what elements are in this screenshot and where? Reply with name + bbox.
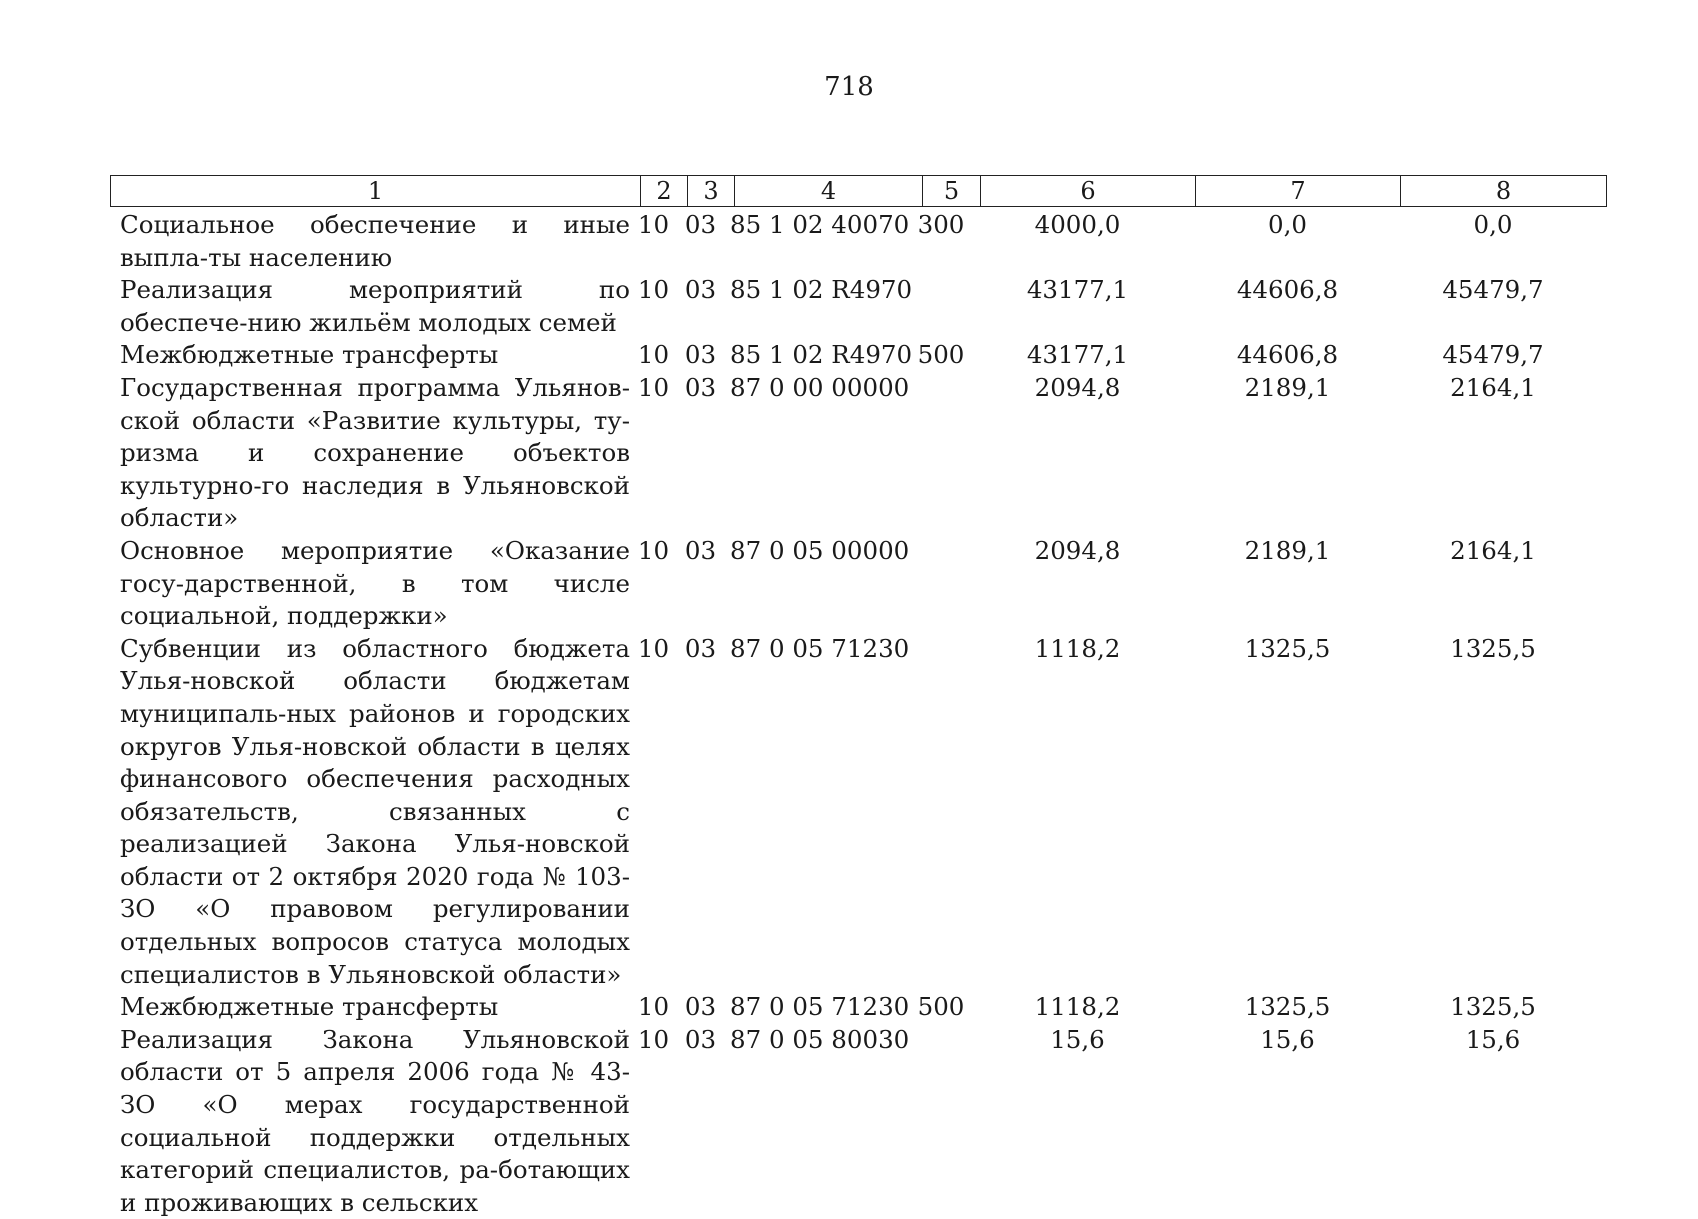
row-value-8: 2164,1 <box>1450 372 1536 402</box>
row-value-6: 1118,2 <box>1034 992 1121 1022</box>
row-section: 10 <box>637 633 670 663</box>
row-value-7: 44606,8 <box>1236 340 1339 370</box>
row-target-code: 85 1 02 40070 <box>730 210 910 239</box>
column-header-6: 6 <box>981 176 1196 207</box>
row-value-7: 2189,1 <box>1244 372 1331 402</box>
row-value-8: 45479,7 <box>1442 340 1544 370</box>
row-target-code: 87 0 00 00000 <box>730 372 910 402</box>
column-header-8: 8 <box>1401 176 1607 207</box>
row-name: Государственная программа Ульянов-ской области «Развитие культуры, ту-ризма и сохранение объектов культурно-го наследия в Ульяновской области» <box>120 372 630 533</box>
row-target-code: 85 1 02 R4970 <box>730 275 913 305</box>
row-target-code: 87 0 05 71230 <box>730 633 910 663</box>
column-header-4: 4 <box>735 176 923 207</box>
column-header-2: 2 <box>641 176 688 207</box>
column-header-1: 1 <box>111 176 641 207</box>
table-row <box>110 274 1606 339</box>
row-subsection: 03 <box>684 372 717 402</box>
row-subsection: 03 <box>684 633 717 663</box>
row-name: Субвенции из областного бюджета Улья-новской области бюджетам муниципаль-ных районов и городских округов Улья-новской области в целях финансового обеспечения расходных обязательств, связанных с реализацией Закона Улья-новской области от 2 октября 2020 года № 103-ЗО «О правовом регулировании отдельных вопросов статуса молодых специалистов в Ульяновской области» <box>120 633 630 989</box>
row-value-8: 1325,5 <box>1450 633 1536 663</box>
row-name: Реализация мероприятий по обеспече-нию жильём молодых семей <box>120 275 630 337</box>
row-section: 10 <box>637 1024 670 1054</box>
row-subsection: 03 <box>684 535 717 565</box>
row-value-6: 43177,1 <box>1026 275 1129 305</box>
row-section: 10 <box>637 275 670 305</box>
table-row <box>110 339 1606 372</box>
row-section: 10 <box>637 340 670 370</box>
row-value-6: 1118,2 <box>1034 633 1121 663</box>
row-name: Межбюджетные трансферты <box>120 992 499 1022</box>
row-target-code: 87 0 05 71230 <box>730 992 910 1022</box>
column-header-3: 3 <box>688 176 735 207</box>
table-header <box>110 175 1607 207</box>
row-name: Основное мероприятие «Оказание госу-дарственной, в том числе социальной, поддержки» <box>120 535 630 631</box>
column-header-5: 5 <box>923 176 981 207</box>
row-value-6: 2094,8 <box>1034 372 1121 402</box>
row-section: 10 <box>637 992 670 1022</box>
row-subsection: 03 <box>684 340 717 370</box>
row-name: Социальное обеспечение и иные выпла-ты населению <box>120 210 630 272</box>
row-expense-type: 500 <box>917 340 965 370</box>
table-row <box>110 209 1606 274</box>
table-row <box>110 991 1606 1024</box>
row-target-code: 87 0 05 00000 <box>730 535 910 565</box>
row-value-8: 1325,5 <box>1450 992 1536 1022</box>
row-value-6: 43177,1 <box>1026 340 1129 370</box>
table-row <box>110 1024 1606 1219</box>
row-value-6: 15,6 <box>1050 1024 1105 1054</box>
row-section: 10 <box>637 372 670 402</box>
row-section: 10 <box>637 210 670 239</box>
row-value-8: 0,0 <box>1473 210 1513 239</box>
row-value-8: 15,6 <box>1465 1024 1521 1054</box>
row-value-6: 2094,8 <box>1034 535 1121 565</box>
row-value-7: 15,6 <box>1260 1024 1315 1054</box>
column-header-7: 7 <box>1196 176 1401 207</box>
row-expense-type: 300 <box>917 210 965 239</box>
row-target-code: 85 1 02 R4970 <box>730 340 913 370</box>
row-subsection: 03 <box>684 992 717 1022</box>
table-row <box>110 535 1606 633</box>
row-name: Реализация Закона Ульяновской области от 5 апреля 2006 года № 43-ЗО «О мерах государственной социальной поддержки отдельных категорий специалистов, ра-ботающих и проживающих в сельских <box>120 1024 630 1217</box>
table-row <box>110 372 1606 535</box>
row-subsection: 03 <box>684 1024 717 1054</box>
row-value-7: 2189,1 <box>1244 535 1331 565</box>
row-value-7: 0,0 <box>1268 210 1307 239</box>
row-value-7: 44606,8 <box>1236 275 1339 305</box>
row-value-7: 1325,5 <box>1244 992 1331 1022</box>
row-section: 10 <box>637 535 670 565</box>
row-value-8: 2164,1 <box>1450 535 1536 565</box>
row-value-8: 45479,7 <box>1442 275 1544 305</box>
row-expense-type: 500 <box>917 992 965 1022</box>
row-name: Межбюджетные трансферты <box>120 340 499 370</box>
row-value-7: 1325,5 <box>1244 633 1331 663</box>
row-subsection: 03 <box>684 275 717 305</box>
table-body <box>110 209 1606 1219</box>
page-number: 718 <box>824 72 874 102</box>
row-value-6: 4000,0 <box>1034 210 1121 239</box>
table-row <box>110 633 1606 992</box>
row-target-code: 87 0 05 80030 <box>730 1024 910 1054</box>
row-subsection: 03 <box>684 210 717 239</box>
